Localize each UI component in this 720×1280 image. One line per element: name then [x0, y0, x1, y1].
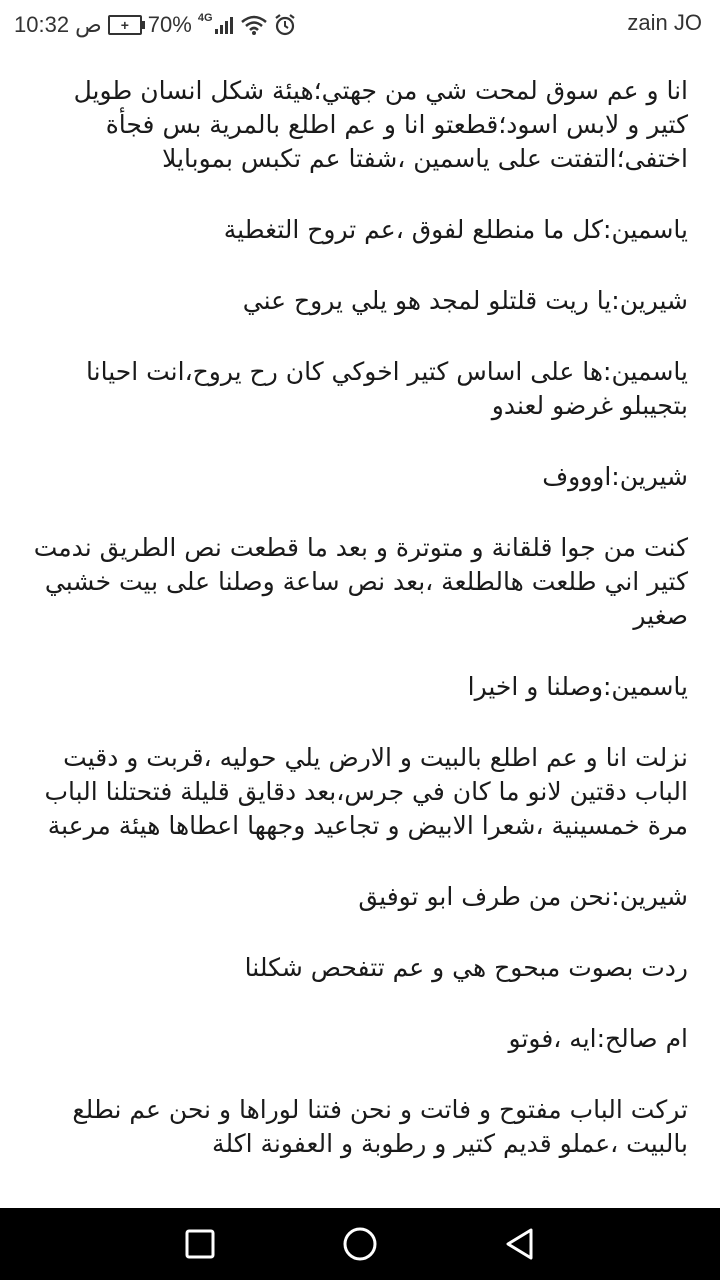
paragraph: شيرين:نحن من طرف ابو توفيق — [358, 882, 688, 911]
recents-icon — [184, 1228, 216, 1260]
paragraph: ياسمين:وصلنا و اخيرا — [467, 672, 688, 701]
home-icon — [342, 1226, 378, 1262]
status-bar — [0, 0, 720, 50]
battery-icon: + — [108, 15, 142, 35]
paragraph: ياسمين:كل ما منطلع لفوق ،عم تروح التغطية — [223, 215, 688, 244]
paragraph: ياسمين:ها على اساس كتير اخوكي كان رح يروح،انت احيانا بتجيبلو غرضو لعندو — [86, 357, 688, 420]
back-button[interactable] — [480, 1214, 560, 1274]
network-type: 4G — [197, 12, 213, 24]
paragraph: شيرين:اوووف — [542, 462, 688, 491]
status-indicators — [14, 8, 303, 42]
paragraph: شيرين:يا ريت قلتلو لمجد هو يلي يروح عني — [242, 286, 688, 315]
paragraph: نزلت انا و عم اطلع بالبيت و الارض يلي حوليه ،قربت و دقيت الباب دقتين لانو ما كان في جرس،بعد دقايق قليلة فتحتلنا الباب مرة خمسينية ،شعرا الابيض و تجاعيد وجهها اعطاها هيئة مرعبة — [44, 743, 688, 840]
paragraph: تركت الباب مفتوح و فاتت و نحن فتنا لوراها و نحن عم نطلع بالبيت ،عملو قديم كتير و رطوبة و العفونة اكلة — [72, 1095, 688, 1158]
carrier-name: zain JO — [627, 10, 702, 35]
signal-icon — [215, 16, 235, 34]
paragraph: كنت من جوا قلقانة و متوترة و بعد ما قطعت نص الطريق ندمت كتير اني طلعت هالطلعة ،بعد نص ساعة وصلنا على بيت خشبي صغير — [33, 533, 688, 630]
back-icon — [503, 1227, 537, 1261]
alarm-icon — [273, 13, 297, 37]
paragraph: ردت بصوت مبحوح هي و عم تتفحص شكلنا — [244, 953, 688, 982]
battery-percent: 70% — [147, 12, 192, 37]
wifi-icon — [241, 14, 267, 36]
paragraph: ام صالح:ايه ،فوتو — [508, 1024, 688, 1053]
navigation-bar — [0, 1208, 720, 1280]
story-text[interactable] — [0, 52, 720, 1208]
recents-button[interactable] — [160, 1214, 240, 1274]
home-button[interactable] — [320, 1214, 400, 1274]
paragraph: انا و عم سوق لمحت شي من جهتي؛هيئة شكل انسان طويل كتير و لابس اسود؛قطعتو انا و عم اطلع بالمرية بس فجأة اختفى؛التفتت على ياسمين ،شفتا عم تكبس بموبايلا — [73, 76, 688, 173]
clock: 10:32 ص — [14, 12, 102, 37]
